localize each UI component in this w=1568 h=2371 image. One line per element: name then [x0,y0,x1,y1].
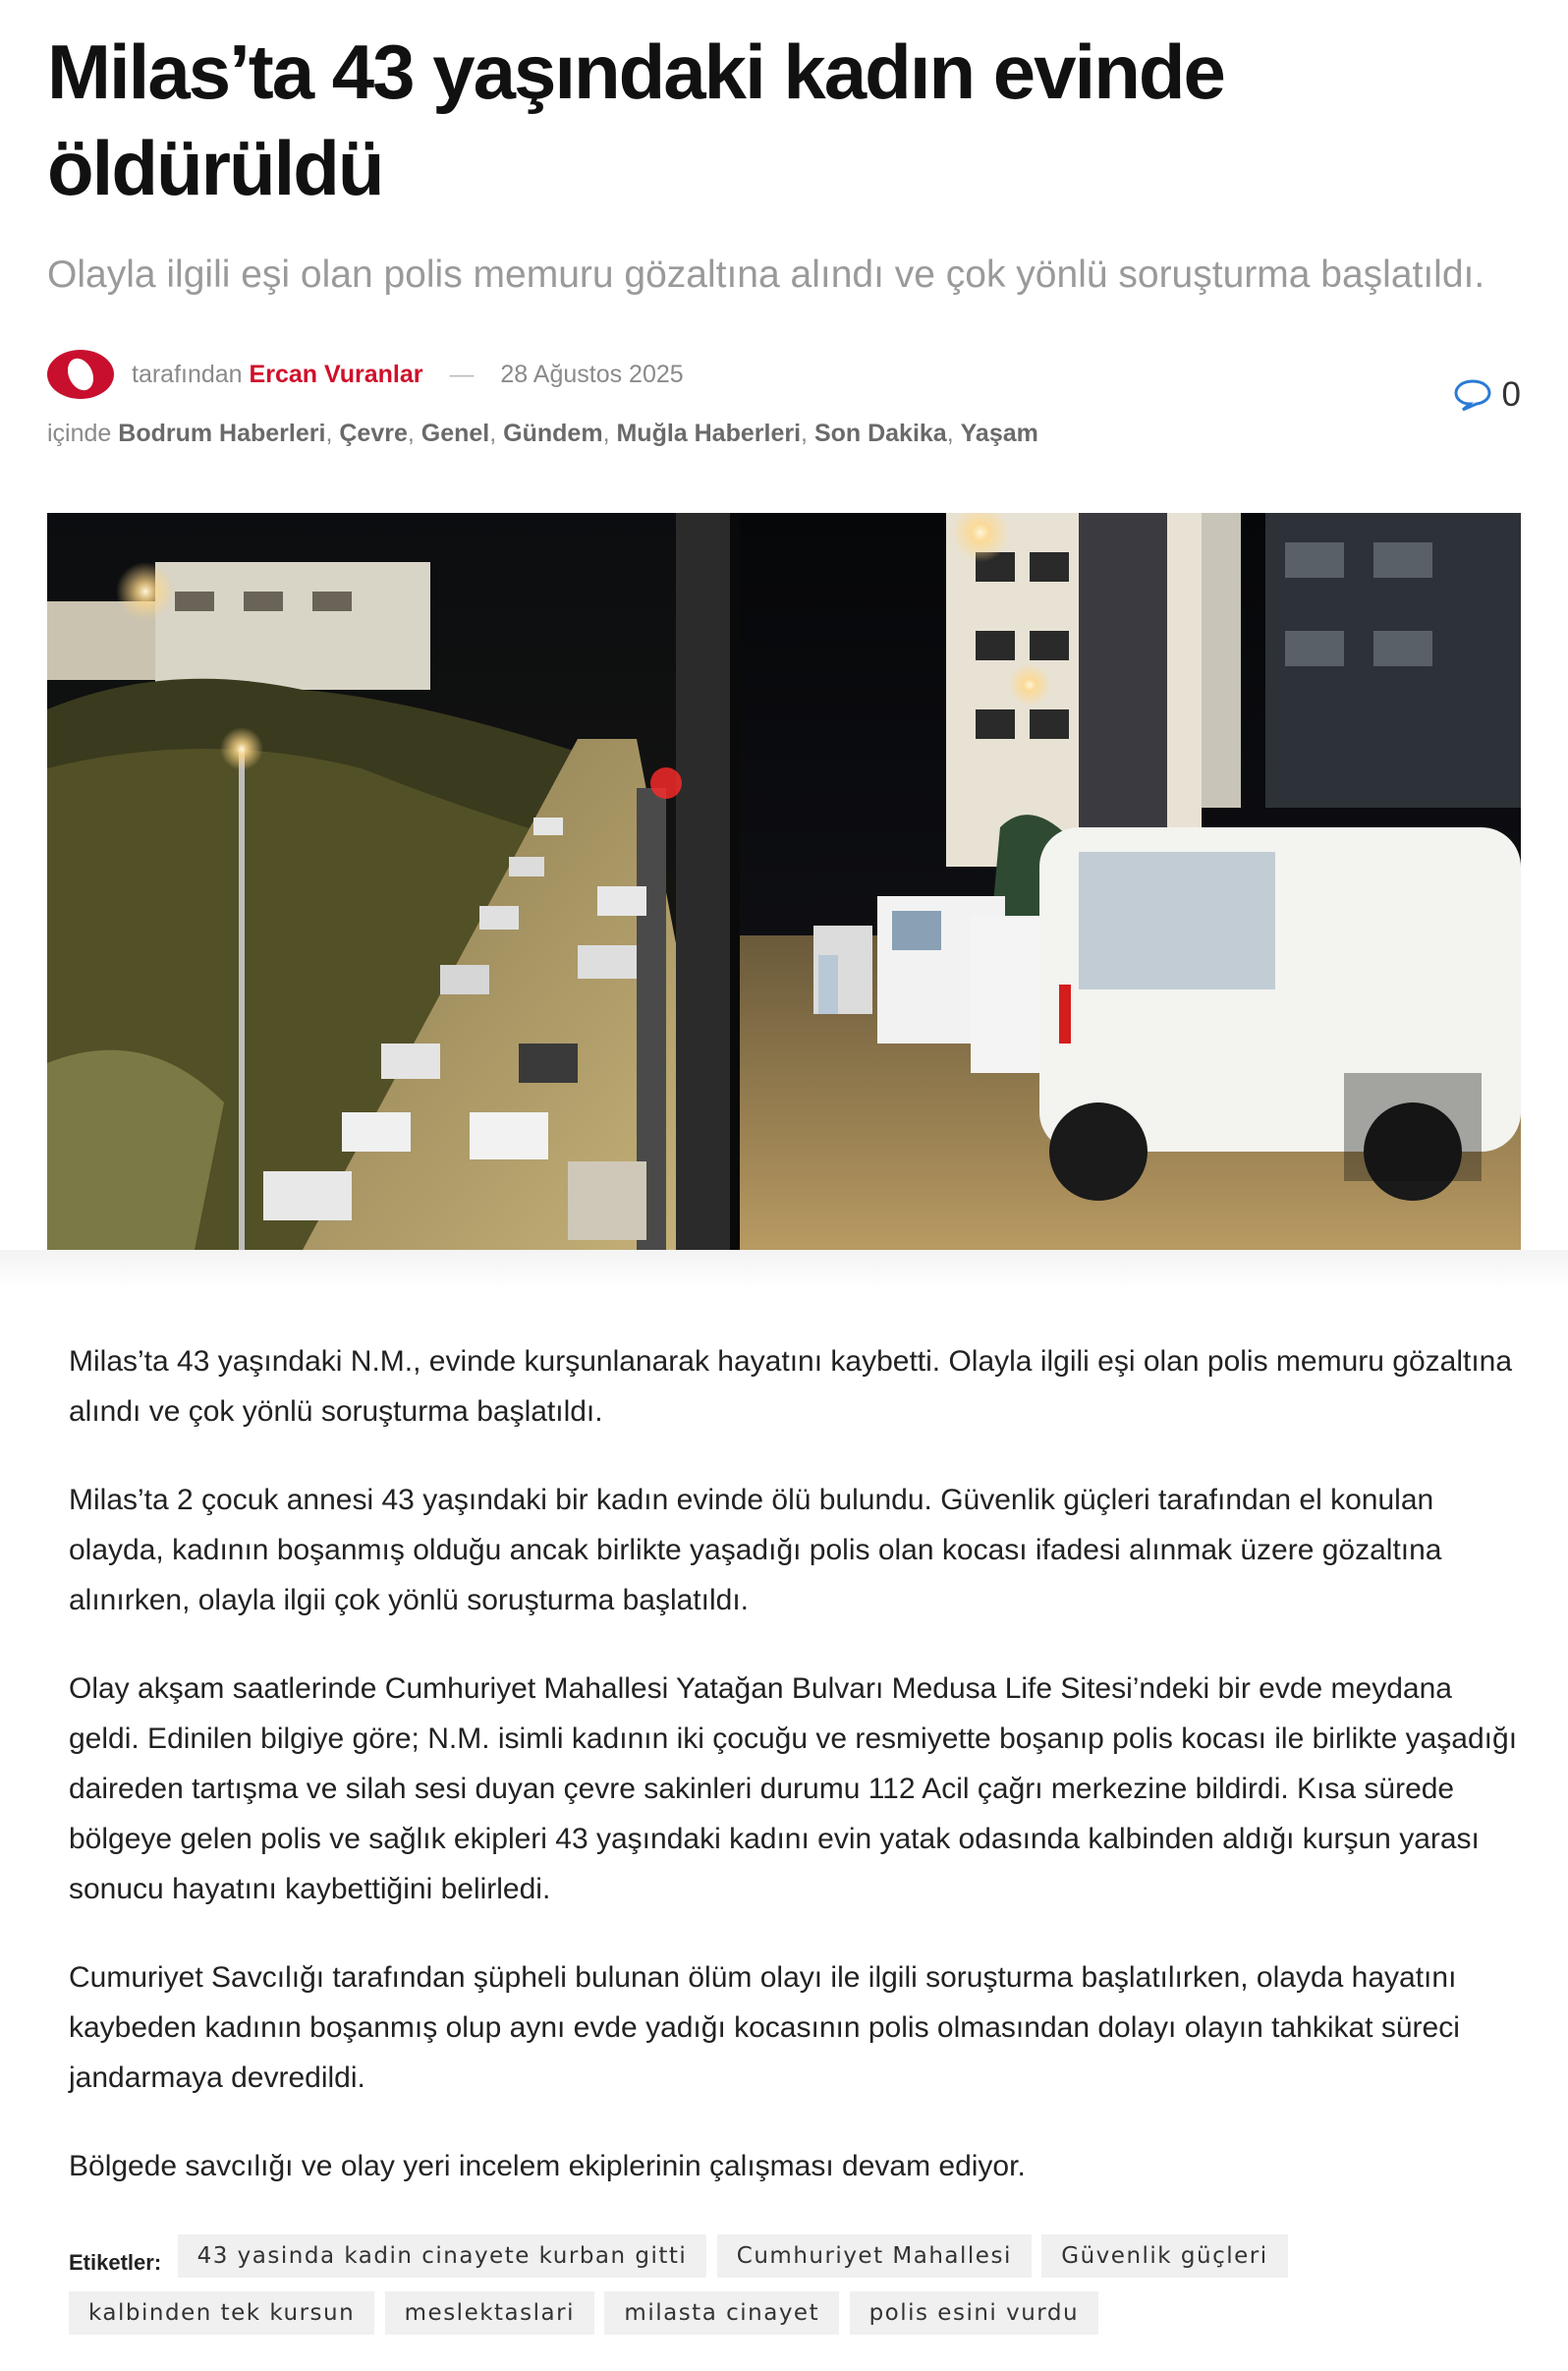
tag-link[interactable]: Cumhuriyet Mahallesi [717,2234,1032,2278]
tag-link[interactable]: Güvenlik güçleri [1041,2234,1287,2278]
tag-list [69,2234,1523,2348]
byline-prefix: tarafından [132,361,243,388]
tag-link[interactable]: 43 yasinda kadin cinayete kurban gitti [178,2234,707,2278]
author-avatar[interactable] [47,350,114,399]
article-subtitle: Olayla ilgili eşi olan polis memuru gözaltına alındı ve çok yönlü soruşturma başlatıldı. [47,254,1485,296]
comment-count: 0 [1501,375,1521,414]
category-link[interactable]: Genel [420,420,490,447]
category-list: içinde Bodrum Haberleri, Çevre, Genel, Gündem, Muğla Haberleri, Son Dakika, Yaşam [47,420,1038,447]
featured-image [47,513,1521,1250]
category-link[interactable]: Muğla Haberleri [616,420,802,447]
article-paragraph: Cumuriyet Savcılığı tarafından şüpheli bulunan ölüm olayı ile ilgili soruşturma başlatılırken, olayda hayatını kaybeden kadının boşanmış olup aynı evde yadığı kocasının polis olmasından dolayı olayın tahkikat süreci jandarmaya devredildi. [69,1961,1460,2094]
category-link[interactable]: Son Dakika [813,420,947,447]
category-link[interactable]: Çevre [339,420,408,447]
category-link[interactable]: Bodrum Haberleri [118,420,326,447]
article-paragraph: Milas’ta 2 çocuk annesi 43 yaşındaki bir kadın evinde ölü bulundu. Güvenlik güçleri tarafından el konulan olayda, kadının boşanmış olduğu ancak birlikte yaşadığı polis olan kocası ifadesi alınmak üzere gözaltına alınırken, olayla ilgii çok yönlü soruşturma başlatıldı. [69,1484,1442,1616]
tag-link[interactable]: milasta cinayet [604,2291,839,2335]
author-link[interactable]: Ercan Vuranlar [249,361,423,388]
article-paragraph: Bölgede savcılığı ve olay yeri incelem ekiplerinin çalışması devam ediyor. [69,2150,1026,2182]
category-link[interactable]: Gündem [503,420,603,447]
publish-date: 28 Ağustos 2025 [500,361,684,388]
comment-bubble-icon [1453,378,1492,412]
byline [132,358,684,391]
tag-link[interactable]: polis esini vurdu [850,2291,1098,2335]
article-body [69,1336,1523,2230]
article-title: Milas’ta 43 yaşındaki kadın evinde öldürüldü [47,28,1224,211]
article-paragraph: Olay akşam saatlerinde Cumhuriyet Mahallesi Yatağan Bulvarı Medusa Life Sitesi’ndeki bir evde meydana geldi. Edinilen bilgiye göre; N.M. isimli kadının iki çocuğu ve resmiyette boşanıp polis kocası ile birlikte yaşadığı daireden tartışma ve silah sesi duyan çevre sakinleri durumu 112 Acil çağrı merkezine bildirdi. Kısa sürede bölgeye gelen polis ve sağlık ekipleri 43 yaşındaki kadını evin yatak odasında kalbinden aldığı kurşun yarası sonucu hayatını kaybettiğini belirledi. [69,1672,1518,1905]
category-link[interactable]: Yaşam [960,420,1038,447]
article-paragraph: Milas’ta 43 yaşındaki N.M., evinde kurşunlanarak hayatını kaybetti. Olayla ilgili eşi olan polis memuru gözaltına alındı ve çok yönlü soruşturma başlatıldı. [69,1345,1513,1428]
tag-link[interactable]: meslektaslari [385,2291,594,2335]
section-shade [0,1250,1568,1289]
category-prefix: içinde [47,420,112,447]
tag-link[interactable]: kalbinden tek kursun [69,2291,374,2335]
tags-label: Etiketler: [69,2250,162,2275]
byline-separator: — [449,361,475,388]
comments-link[interactable] [1453,375,1521,415]
